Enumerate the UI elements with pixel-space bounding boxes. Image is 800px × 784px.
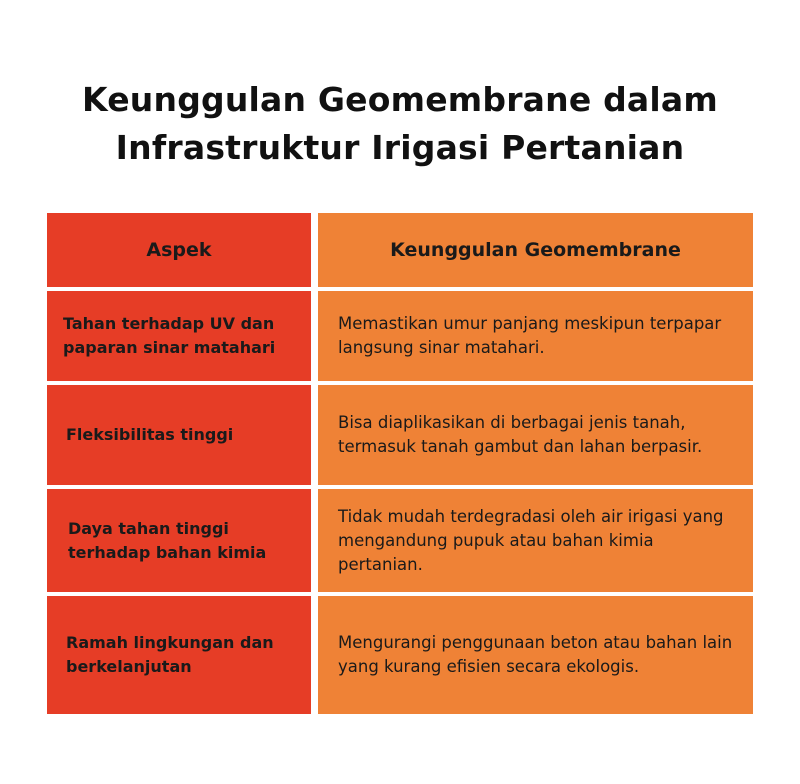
table-row xyxy=(47,385,753,485)
benefit-cell: Memastikan umur panjang meskipun terpapar langsung sinar matahari. xyxy=(318,291,753,381)
table-row xyxy=(47,291,753,381)
aspect-cell: Fleksibilitas tinggi xyxy=(47,385,311,485)
aspect-cell: Ramah lingkungan dan berkelanjutan xyxy=(47,596,311,714)
benefit-cell: Mengurangi penggunaan beton atau bahan lain yang kurang efisien secara ekologis. xyxy=(318,596,753,714)
benefit-cell: Tidak mudah terdegradasi oleh air irigasi yang mengandung pupuk atau bahan kimia pertanian. xyxy=(318,489,753,592)
comparison-table xyxy=(47,213,753,718)
table-header-row xyxy=(47,213,753,287)
aspect-cell: Daya tahan tinggi terhadap bahan kimia xyxy=(47,489,311,592)
title-line-2: Infrastruktur Irigasi Pertanian xyxy=(115,128,685,167)
table-row xyxy=(47,489,753,592)
header-aspect: Aspek xyxy=(47,213,311,287)
aspect-cell: Tahan terhadap UV dan paparan sinar matahari xyxy=(47,291,311,381)
title-line-1: Keunggulan Geomembrane dalam xyxy=(82,80,718,119)
table-row xyxy=(47,596,753,714)
header-benefit: Keunggulan Geomembrane xyxy=(318,213,753,287)
benefit-cell: Bisa diaplikasikan di berbagai jenis tanah, termasuk tanah gambut dan lahan berpasir. xyxy=(318,385,753,485)
page-title xyxy=(0,76,800,172)
